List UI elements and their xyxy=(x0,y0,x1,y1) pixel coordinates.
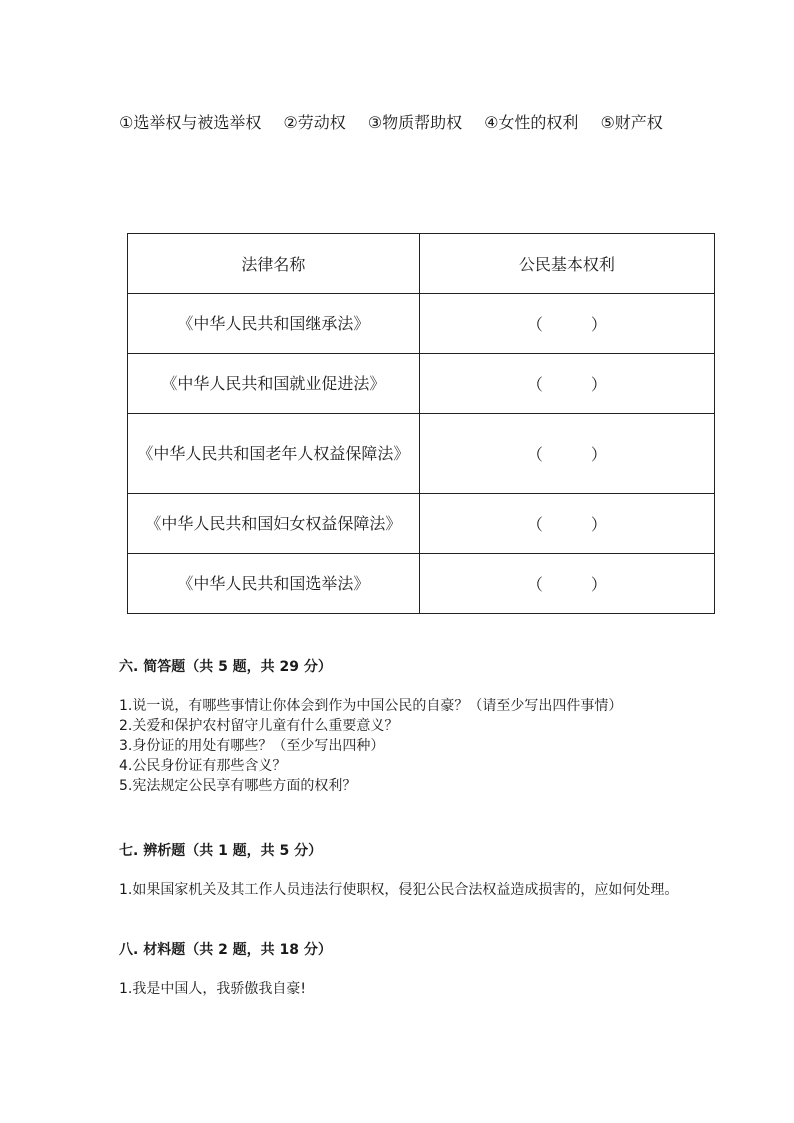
question-item: 1.说一说，有哪些事情让你体会到作为中国公民的自豪？（请至少写出四件事情） xyxy=(119,698,623,714)
option-1: ①选举权与被选举权 xyxy=(119,113,262,132)
table-header-row xyxy=(128,234,715,294)
section-title: 六. 简答题（共 5 题，共 29 分） xyxy=(119,659,332,675)
answer-blank[interactable]: （ ） xyxy=(419,554,714,614)
table-row xyxy=(128,554,715,614)
law-name: 《中华人民共和国就业促进法》 xyxy=(128,354,420,414)
question-item: 3.身份证的用处有哪些？（至少写出四种） xyxy=(119,738,385,754)
option-5: ⑤财产权 xyxy=(600,113,663,132)
header-law-name: 法律名称 xyxy=(128,234,420,294)
option-3: ③物质帮助权 xyxy=(367,113,463,132)
law-name: 《中华人民共和国妇女权益保障法》 xyxy=(128,494,420,554)
section-title: 七. 辨析题（共 1 题，共 5 分） xyxy=(119,843,323,859)
law-name: 《中华人民共和国选举法》 xyxy=(128,554,420,614)
table-row xyxy=(128,494,715,554)
section-short-answer xyxy=(119,657,679,796)
law-name: 《中华人民共和国老年人权益保障法》 xyxy=(128,414,420,494)
law-rights-table xyxy=(127,233,715,614)
table-row xyxy=(128,414,715,494)
section-material xyxy=(119,940,679,999)
answer-blank[interactable]: （ ） xyxy=(419,294,714,354)
question-item: 1.我是中国人，我骄傲我自豪! xyxy=(119,981,306,997)
question-item: 2.关爱和保护农村留守儿童有什么重要意义？ xyxy=(119,718,399,734)
answer-blank[interactable]: （ ） xyxy=(419,414,714,494)
question-item: 1.如果国家机关及其工作人员违法行使职权，侵犯公民合法权益造成损害的，应如何处理。 xyxy=(119,882,679,898)
table-row xyxy=(128,294,715,354)
option-4: ④女性的权利 xyxy=(484,113,579,132)
section-analysis xyxy=(119,841,679,900)
answer-blank[interactable]: （ ） xyxy=(419,494,714,554)
rights-options xyxy=(119,94,679,151)
table-row xyxy=(128,354,715,414)
section-title: 八. 材料题（共 2 题，共 18 分） xyxy=(119,942,332,958)
option-2: ②劳动权 xyxy=(283,113,346,132)
question-item: 5.宪法规定公民享有哪些方面的权利？ xyxy=(119,778,357,794)
law-name: 《中华人民共和国继承法》 xyxy=(128,294,420,354)
answer-blank[interactable]: （ ） xyxy=(419,354,714,414)
header-basic-right: 公民基本权利 xyxy=(419,234,714,294)
question-item: 4.公民身份证有那些含义？ xyxy=(119,758,287,774)
